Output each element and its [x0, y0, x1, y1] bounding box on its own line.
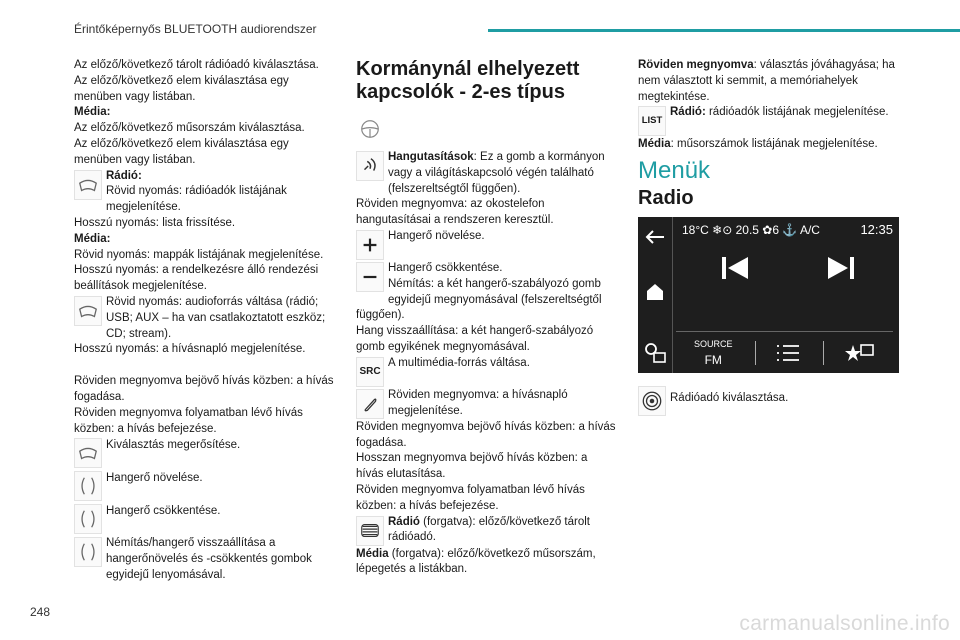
next-icon[interactable] [826, 255, 856, 281]
text-media-short: Rövid nyomás: mappák listájának megjelenítése. [74, 248, 324, 261]
text-select-station: Rádióadó kiválasztása. [670, 391, 789, 404]
text-restore: Hang visszaállítása: a két hangerő-szabályozó gomb egyikének megnyomásával. [356, 325, 594, 353]
text-confirm: Kiválasztás megerősítése. [106, 439, 241, 452]
text-volume-down: Hangerő csökkentése. [106, 505, 221, 518]
screen-divider [676, 331, 893, 332]
text-prev-next-item: Az előző/következő elem kiválasztása egy menüben vagy listában. [74, 74, 289, 103]
src-icon [356, 357, 384, 387]
steering-wheel-control-icon [74, 471, 102, 501]
minus-icon [356, 262, 384, 292]
page-number: 248 [30, 605, 51, 619]
text-phone-end: Röviden megnyomva folyamatban lévő hívás közben: a hívás befejezése. [356, 483, 585, 512]
text-voice-short: Röviden megnyomva: az okostelefon hangutasításai a rendszeren keresztül. [356, 198, 554, 227]
phone-icon [356, 389, 384, 419]
text-source-short: Rövid nyomás: audioforrás váltása (rádió; USB; AUX – ha van csatlakoztatott eszköz; CD; stream). [106, 295, 326, 340]
column-1 [74, 58, 336, 584]
text-volume-down: Hangerő csökkentése. [388, 261, 503, 274]
text-prev-next-track: Az előző/következő műsorszám kiválasztása. [74, 122, 305, 135]
text-radio: (forgatva): előző/következő tárolt rádióadó. [388, 515, 590, 544]
label-voice: Hangutasítások [388, 151, 474, 163]
home-icon [645, 282, 665, 302]
list-item [356, 388, 618, 420]
text-radio: rádióadók listájának megjelenítése. [705, 106, 889, 119]
screen-clock: 12:35 [860, 221, 893, 237]
text-prev-next-item-media: Az előző/következő elem kiválasztása egy menüben vagy listában. [74, 137, 289, 166]
text-phone-answer: Röviden megnyomva bejövő hívás közben: a hívás fogadása. [356, 420, 616, 449]
steering-control-icon [74, 438, 102, 468]
text-media-long: Hosszú nyomás: a rendelkezésre álló rendezési beállítások megjelenítése. [74, 264, 319, 293]
text-volume-up: Hangerő növelése. [106, 472, 203, 485]
text-media: : műsorszámok listájának megjelenítése. [670, 138, 878, 151]
text-call-answer: Röviden megnyomva bejövő hívás közben: a hívás fogadása. [74, 375, 334, 403]
running-header: Érintőképernyős BLUETOOTH audiorendszer [74, 22, 317, 36]
src-icon-label: SRC [359, 365, 381, 377]
back-arrow-icon [644, 229, 666, 245]
watermark: carmanualsonline.info [739, 612, 950, 635]
list-item [356, 356, 618, 388]
label-short-press: Röviden megnyomva [638, 59, 754, 71]
settings-radio-icon [643, 341, 667, 365]
steering-control-icon [74, 170, 102, 200]
list-item [638, 385, 900, 417]
text-radio-short: Rövid nyomás: rádióadók listájának megjelenítése. [106, 185, 287, 214]
list-item [74, 169, 336, 216]
section-heading: Kormánynál elhelyezett kapcsolók - 2-es típus [356, 58, 580, 103]
label-media: Média [638, 138, 671, 151]
list-item [638, 105, 900, 137]
text-call-end: Röviden megnyomva folyamatban lévő hívás közben: a hívás befejezése. [74, 406, 303, 435]
list-item [74, 536, 336, 583]
text-short-press: : választás jóváhagyása; ha nem választott ki semmit, a memóriahelyek megtekintése. [638, 59, 895, 103]
favorite-radio-icon[interactable] [844, 339, 876, 365]
voice-command-icon [356, 151, 384, 181]
label-radio: Rádió: [670, 106, 706, 119]
thumbwheel-icon [356, 516, 384, 546]
text-mute: Némítás: a két hangerő-szabályozó gomb egyidejű megnyomásával (felszereltségtől függően). [356, 277, 602, 322]
subsection-radio-heading: Radio [638, 186, 694, 209]
steering-wheel-control-icon [74, 537, 102, 567]
column-3 [638, 58, 900, 417]
text-source-long: Hosszú nyomás: a hívásnapló megjelenítése. [74, 343, 306, 356]
list-item [356, 515, 618, 547]
steering-wheel-icon [356, 114, 384, 144]
text-radio-long: Hosszú nyomás: lista frissítése. [74, 216, 236, 229]
screen-separator [755, 341, 756, 365]
source-button[interactable] [694, 337, 733, 369]
radio-station-icon [638, 386, 666, 416]
steering-wheel-control-icon [74, 504, 102, 534]
plus-icon [356, 230, 384, 260]
text-phone-short: Röviden megnyomva: a hívásnapló megjelenítése. [388, 388, 568, 417]
radio-screen-image [638, 217, 899, 373]
previous-icon[interactable] [720, 255, 750, 281]
section-menus-heading: Menük [638, 157, 711, 185]
source-label: SOURCE [694, 338, 733, 349]
text-prev-next-station: Az előző/következő tárolt rádióadó kiválasztása. [74, 59, 319, 71]
screen-sidebar [638, 217, 673, 373]
text-phone-reject: Hosszan megnyomva bejövő hívás közben: a hívás elutasítása. [356, 452, 588, 481]
list-item [356, 229, 618, 261]
label-radio: Rádió: [106, 169, 142, 182]
label-radio: Rádió [388, 515, 420, 528]
text-source: A multimédia-forrás váltása. [388, 356, 530, 369]
label-media: Média [356, 547, 389, 560]
list-item [74, 503, 336, 536]
list-item [74, 295, 336, 342]
list-item [74, 470, 336, 503]
source-value: FM [704, 352, 722, 367]
screen-separator [823, 341, 824, 365]
list-icon[interactable] [775, 343, 801, 363]
text-voice: : Ez a gomb a kormányon vagy a világításkapcsoló végén található (felszereltségtől függően). [388, 151, 605, 195]
list-icon [638, 106, 666, 136]
text-mute: Némítás/hangerő visszaállítása a hangerőnövelés és -csökkentés gombok egyidejű lenyomásával. [106, 537, 312, 581]
text-volume-up: Hangerő növelése. [388, 229, 485, 242]
steering-control-icon [74, 296, 102, 326]
list-icon-label: LIST [641, 115, 663, 127]
label-media-2: Média: [74, 232, 111, 245]
list-item [356, 261, 618, 324]
label-media: Média: [74, 106, 111, 119]
header-accent-bar [488, 29, 960, 32]
column-2 [356, 58, 618, 578]
screen-status-bar: 18°C ❄⊙ 20.5 ✿6 ⚓ A/C [682, 222, 820, 237]
list-item [356, 150, 618, 197]
text-media: (forgatva): előző/következő műsorszám, lépegetés a listákban. [356, 547, 596, 576]
list-item [74, 437, 336, 470]
